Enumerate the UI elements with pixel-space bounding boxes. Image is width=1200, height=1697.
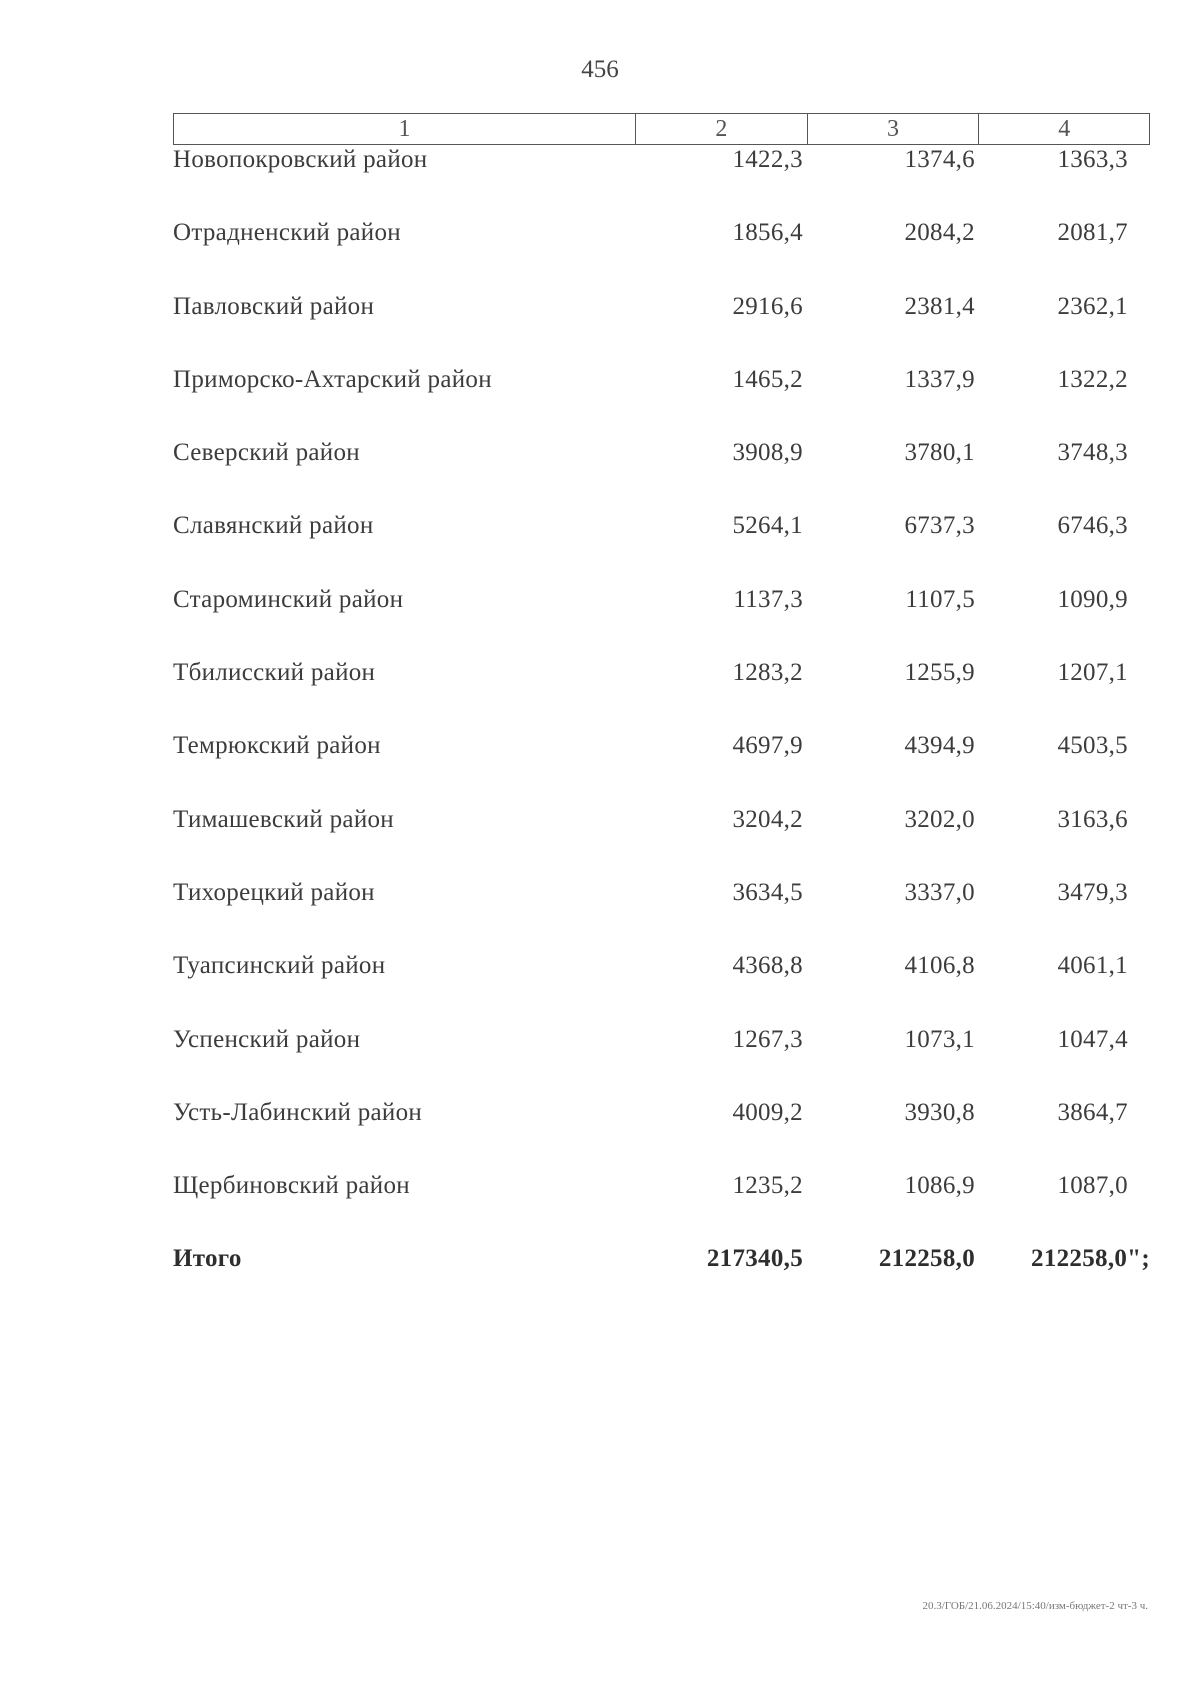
district-name: Тихорецкий район <box>173 878 375 906</box>
district-name: Отрадненский район <box>173 219 401 247</box>
value-col-2: 1267,3 <box>732 1025 803 1053</box>
table-row <box>173 805 1150 878</box>
table-row <box>173 218 1150 291</box>
table-row <box>173 145 1150 218</box>
district-name: Павловский район <box>173 292 375 320</box>
table-row <box>173 511 1150 584</box>
value-col-4: 1322,2 <box>1057 365 1128 393</box>
table-row <box>173 292 1150 365</box>
table-row <box>173 1098 1150 1171</box>
value-col-2: 3634,5 <box>732 878 803 906</box>
total-col-2: 217340,5 <box>706 1245 803 1273</box>
value-col-4: 6746,3 <box>1057 512 1128 540</box>
value-col-2: 5264,1 <box>732 512 803 540</box>
value-col-4: 2362,1 <box>1057 292 1128 320</box>
table-row <box>173 658 1150 731</box>
total-label: Итого <box>173 1245 242 1273</box>
value-col-3: 1255,9 <box>904 659 975 687</box>
table-row <box>173 365 1150 438</box>
district-name: Щербиновский район <box>173 1172 410 1200</box>
value-col-3: 3202,0 <box>904 805 975 833</box>
header-cell-4: 4 <box>978 114 1149 144</box>
value-col-3: 2381,4 <box>904 292 975 320</box>
district-name: Темрюкский район <box>173 732 381 760</box>
value-col-2: 1235,2 <box>732 1172 803 1200</box>
page-number: 456 <box>581 56 619 83</box>
table-row <box>173 585 1150 658</box>
total-col-3: 212258,0 <box>878 1245 975 1273</box>
header-cell-2: 2 <box>635 114 807 144</box>
value-col-4: 1207,1 <box>1057 659 1128 687</box>
district-name: Тбилисский район <box>173 659 376 687</box>
value-col-4: 3748,3 <box>1057 439 1128 467</box>
district-name: Тимашевский район <box>173 805 394 833</box>
value-col-4: 1087,0 <box>1057 1172 1128 1200</box>
data-table <box>173 113 1150 1318</box>
value-col-3: 3780,1 <box>904 439 975 467</box>
value-col-2: 4368,8 <box>732 952 803 980</box>
table-row <box>173 438 1150 511</box>
value-col-3: 3337,0 <box>904 878 975 906</box>
district-name: Староминский район <box>173 585 404 613</box>
value-col-2: 1283,2 <box>732 659 803 687</box>
value-col-3: 1374,6 <box>904 146 975 173</box>
table-row <box>173 731 1150 804</box>
table-row <box>173 1025 1150 1098</box>
value-col-3: 4106,8 <box>904 952 975 980</box>
value-col-3: 6737,3 <box>904 512 975 540</box>
value-col-2: 1465,2 <box>732 365 803 393</box>
value-col-2: 1856,4 <box>732 219 803 247</box>
value-col-4: 1090,9 <box>1057 585 1128 613</box>
header-cell-3: 3 <box>807 114 979 144</box>
table-header-row <box>173 113 1150 145</box>
value-col-4: 4503,5 <box>1057 732 1128 760</box>
table-row <box>173 1171 1150 1244</box>
header-cell-1: 1 <box>398 116 411 142</box>
district-name: Усть-Лабинский район <box>173 1098 423 1126</box>
value-col-2: 1422,3 <box>732 146 803 173</box>
value-col-3: 2084,2 <box>904 219 975 247</box>
value-col-2: 2916,6 <box>732 292 803 320</box>
value-col-4: 3163,6 <box>1057 805 1128 833</box>
district-name: Приморско-Ахтарский район <box>173 365 492 393</box>
value-col-4: 2081,7 <box>1057 219 1128 247</box>
district-name: Новопокровский район <box>173 146 428 173</box>
table-row <box>173 951 1150 1024</box>
district-name: Северский район <box>173 439 360 467</box>
value-col-3: 1073,1 <box>904 1025 975 1053</box>
total-col-4: 212258,0"; <box>1031 1245 1150 1273</box>
total-row <box>173 1244 1150 1317</box>
value-col-3: 1086,9 <box>904 1172 975 1200</box>
value-col-2: 3204,2 <box>732 805 803 833</box>
district-name: Успенский район <box>173 1025 361 1053</box>
value-col-3: 3930,8 <box>904 1098 975 1126</box>
value-col-4: 3864,7 <box>1057 1098 1128 1126</box>
value-col-4: 4061,1 <box>1057 952 1128 980</box>
value-col-2: 3908,9 <box>732 439 803 467</box>
value-col-3: 4394,9 <box>904 732 975 760</box>
district-name: Туапсинский район <box>173 952 386 980</box>
value-col-4: 1047,4 <box>1057 1025 1128 1053</box>
value-col-3: 1337,9 <box>904 365 975 393</box>
value-col-2: 4697,9 <box>732 732 803 760</box>
value-col-4: 1363,3 <box>1057 146 1128 173</box>
value-col-4: 3479,3 <box>1057 878 1128 906</box>
value-col-2: 1137,3 <box>733 585 803 613</box>
district-name: Славянский район <box>173 512 374 540</box>
table-body <box>173 145 1150 1318</box>
value-col-3: 1107,5 <box>905 585 975 613</box>
table-row <box>173 878 1150 951</box>
value-col-2: 4009,2 <box>732 1098 803 1126</box>
document-footer-code: 20.3/ГОБ/21.06.2024/15:40/изм-бюджет-2 чт-3 ч. <box>922 1600 1148 1612</box>
